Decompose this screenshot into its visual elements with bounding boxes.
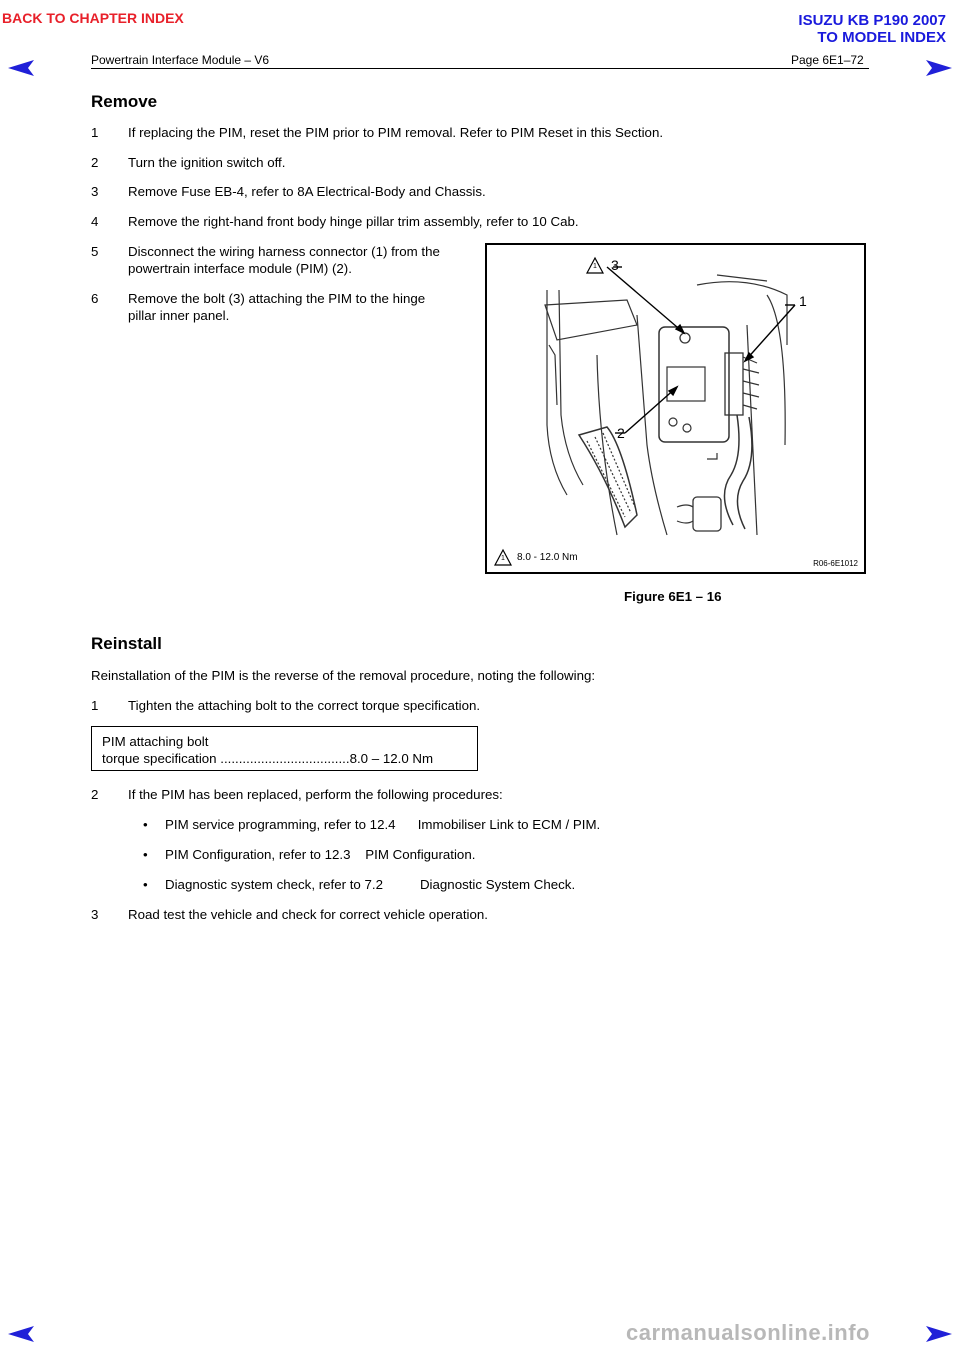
step-text-line-2: powertrain interface module (PIM) (2). bbox=[128, 261, 352, 276]
torque-value-label: 8.0 - 12.0 Nm bbox=[517, 552, 578, 563]
step-number: 4 bbox=[91, 214, 99, 229]
header-page-number: Page 6E1–72 bbox=[791, 53, 864, 67]
figure-reference-code: R06-6E1012 bbox=[813, 559, 858, 568]
step-number: 1 bbox=[91, 698, 99, 713]
model-index-link[interactable] bbox=[798, 12, 946, 46]
remove-heading: Remove bbox=[91, 92, 158, 111]
bullet-dot: • bbox=[143, 877, 148, 892]
step-text: Turn the ignition switch off. bbox=[128, 155, 286, 170]
pim-location-figure bbox=[485, 243, 866, 574]
step-text: If replacing the PIM, reset the PIM prior to PIM removal. Refer to PIM Reset in this Section. bbox=[128, 125, 664, 140]
step-text: Tighten the attaching bolt to the correct torque specification. bbox=[128, 698, 481, 713]
bullet-text: Diagnostic system check, refer to 7.2 Diagnostic System Check. bbox=[165, 877, 576, 892]
step-text: If the PIM has been replaced, perform the following procedures: bbox=[128, 787, 503, 802]
bullet-dot: • bbox=[143, 847, 148, 862]
step-text-line-1: Remove the bolt (3) attaching the PIM to the hinge bbox=[128, 291, 426, 306]
next-page-arrow-bottom-icon[interactable] bbox=[926, 1326, 952, 1342]
step-number: 1 bbox=[91, 125, 99, 140]
step-number: 3 bbox=[91, 184, 99, 199]
previous-page-arrow-icon[interactable] bbox=[8, 60, 34, 76]
reinstall-intro: Reinstallation of the PIM is the reverse of the removal procedure, noting the following: bbox=[91, 668, 596, 683]
previous-page-arrow-bottom-icon[interactable] bbox=[8, 1326, 34, 1342]
step-number: 2 bbox=[91, 787, 99, 802]
model-title: ISUZU KB P190 2007 bbox=[798, 12, 946, 29]
to-model-index-label: TO MODEL INDEX bbox=[817, 29, 946, 46]
step-number: 3 bbox=[91, 907, 99, 922]
step-text: Road test the vehicle and check for correct vehicle operation. bbox=[128, 907, 488, 922]
header-section-title: Powertrain Interface Module – V6 bbox=[91, 53, 270, 67]
next-page-arrow-icon[interactable] bbox=[926, 60, 952, 76]
bullet-text: PIM Configuration, refer to 12.3 PIM Configuration. bbox=[165, 847, 476, 862]
spec-label: PIM attaching bolt bbox=[102, 734, 209, 749]
step-text: Remove Fuse EB-4, refer to 8A Electrical-Body and Chassis. bbox=[128, 184, 486, 199]
remove-step-5 bbox=[91, 243, 481, 279]
bullet-text: PIM service programming, refer to 12.4 Immobiliser Link to ECM / PIM. bbox=[165, 817, 601, 832]
callout-1: 1 bbox=[799, 293, 807, 309]
figure-caption: Figure 6E1 – 16 bbox=[624, 589, 722, 604]
torque-symbol-top-number: 1 bbox=[593, 263, 597, 270]
step-text: Remove the right-hand front body hinge pillar trim assembly, refer to 10 Cab. bbox=[128, 214, 579, 229]
header-rule bbox=[91, 68, 869, 69]
callout-2: 2 bbox=[617, 425, 625, 441]
reinstall-heading: Reinstall bbox=[91, 634, 162, 653]
step-text-line-1: Disconnect the wiring harness connector (1) from the bbox=[128, 244, 440, 259]
step-text-line-2: pillar inner panel. bbox=[128, 308, 230, 323]
back-to-chapter-index-link[interactable]: BACK TO CHAPTER INDEX bbox=[2, 10, 184, 26]
spec-value: torque specification ...................................8.0 – 12.0 Nm bbox=[102, 751, 434, 766]
pim-illustration bbox=[487, 245, 864, 572]
step-number: 5 bbox=[91, 244, 99, 259]
torque-spec-box bbox=[91, 726, 478, 771]
step-number: 2 bbox=[91, 155, 99, 170]
remove-step-6 bbox=[91, 290, 481, 326]
bullet-dot: • bbox=[143, 817, 148, 832]
watermark-text: carmanualsonline.info bbox=[626, 1320, 870, 1345]
callout-3: 3 bbox=[611, 257, 619, 273]
torque-symbol-number: 1 bbox=[501, 555, 505, 562]
step-number: 6 bbox=[91, 291, 99, 306]
